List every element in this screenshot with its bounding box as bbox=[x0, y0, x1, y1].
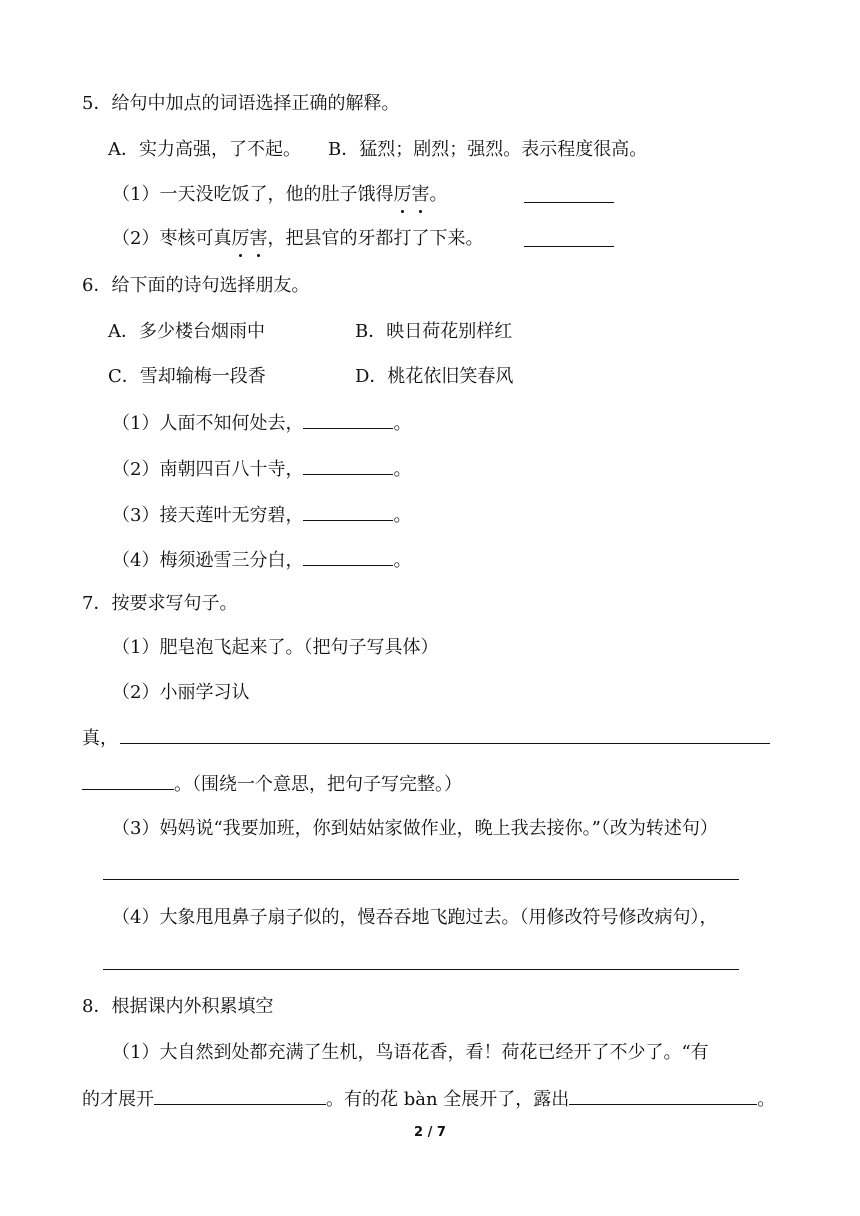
page-number: 2 / 7 bbox=[414, 1125, 446, 1140]
q7-answer-line-3[interactable] bbox=[103, 879, 739, 880]
q6-item-2 bbox=[112, 456, 411, 482]
q7-s2-end: 。（围绕一个意思，把句子写完整。） bbox=[174, 774, 462, 795]
q7-sentence-2-end-line bbox=[82, 771, 462, 797]
q7-answer-line-4[interactable] bbox=[103, 969, 739, 970]
q6-answer-blank[interactable] bbox=[303, 456, 393, 475]
q5-s1-text: （1）一天没吃饭了，他的肚子饿得 bbox=[112, 184, 394, 205]
q5-s2-text: （2）枣核可真 bbox=[112, 228, 232, 249]
q6-item-end: 。 bbox=[393, 459, 412, 480]
q6-item-text: （1）人面不知何处去， bbox=[112, 413, 304, 434]
q8-answer-blank-2[interactable] bbox=[569, 1086, 757, 1105]
q8-text-a: 的才展开 bbox=[82, 1089, 154, 1110]
q7-answer-blank[interactable] bbox=[82, 771, 174, 790]
q6-option-d: D．桃花依旧笑春风 bbox=[355, 366, 514, 387]
q5-sentence-1 bbox=[112, 183, 447, 207]
q5-options: A．实力高强，了不起。 B．猛烈；剧烈；强烈。表示程度很高。 bbox=[108, 139, 648, 160]
q6-option-b: B．映日荷花别样红 bbox=[355, 321, 513, 342]
q7-sentence-1: （1）肥皂泡飞起来了。（把句子写具体） bbox=[112, 637, 439, 658]
q8-answer-blank-1[interactable] bbox=[154, 1086, 326, 1105]
q7-sentence-2-cont: 真， bbox=[82, 728, 118, 749]
q8-sentence-1-cont bbox=[82, 1086, 775, 1112]
q6-item-1 bbox=[112, 410, 411, 436]
q7-sentence-4: （4）大象甩甩鼻子扇子似的，慢吞吞地飞跑过去。（用修改符号修改病句）， bbox=[112, 907, 718, 928]
q8-title: 8．根据课内外积累填空 bbox=[82, 996, 274, 1017]
q6-item-3 bbox=[112, 502, 411, 528]
q5-title: 5．给句中加点的词语选择正确的解释。 bbox=[82, 93, 400, 114]
q5-answer-blank-2[interactable] bbox=[524, 228, 614, 247]
q6-item-4 bbox=[112, 547, 411, 573]
q6-title: 6．给下面的诗句选择朋友。 bbox=[82, 275, 310, 296]
q6-option-a: A．多少楼台烟雨中 bbox=[108, 321, 265, 342]
q5-sentence-2 bbox=[112, 227, 483, 251]
q5-s2-end: ，把县官的牙都打了下来。 bbox=[267, 228, 484, 249]
q6-answer-blank[interactable] bbox=[303, 502, 393, 521]
q8-sentence-1: （1）大自然到处都充满了生机，鸟语花香，看！荷花已经开了不少了。“有 bbox=[112, 1042, 709, 1063]
q6-answer-blank[interactable] bbox=[303, 410, 393, 429]
q6-item-text: （3）接天莲叶无穷碧， bbox=[112, 505, 304, 526]
q8-text-c: 。 bbox=[757, 1089, 776, 1110]
q6-item-end: 。 bbox=[393, 550, 412, 571]
dotted-char: 害 bbox=[411, 184, 430, 205]
q6-item-text: （2）南朝四百八十寺， bbox=[112, 459, 304, 480]
dotted-char: 害 bbox=[249, 228, 268, 249]
q6-option-c: C．雪却输梅一段香 bbox=[108, 366, 266, 387]
q6-item-text: （4）梅须逊雪三分白， bbox=[112, 550, 304, 571]
q6-item-end: 。 bbox=[393, 505, 412, 526]
q7-title: 7．按要求写句子。 bbox=[82, 593, 238, 614]
q6-item-end: 。 bbox=[393, 413, 412, 434]
q6-answer-blank[interactable] bbox=[303, 547, 393, 566]
q5-answer-blank-1[interactable] bbox=[524, 184, 614, 203]
q7-sentence-3: （3）妈妈说“我要加班，你到姑姑家做作业，晚上我去接你。”（改为转述句） bbox=[112, 818, 718, 839]
q7-answer-line-2[interactable] bbox=[120, 743, 770, 744]
q8-text-b: 。有的花 bàn 全展开了，露出 bbox=[326, 1089, 570, 1110]
dotted-char: 厉 bbox=[393, 184, 412, 205]
q5-s1-end: 。 bbox=[429, 184, 448, 205]
dotted-char: 厉 bbox=[231, 228, 250, 249]
q7-sentence-2: （2）小丽学习认 bbox=[112, 682, 250, 703]
